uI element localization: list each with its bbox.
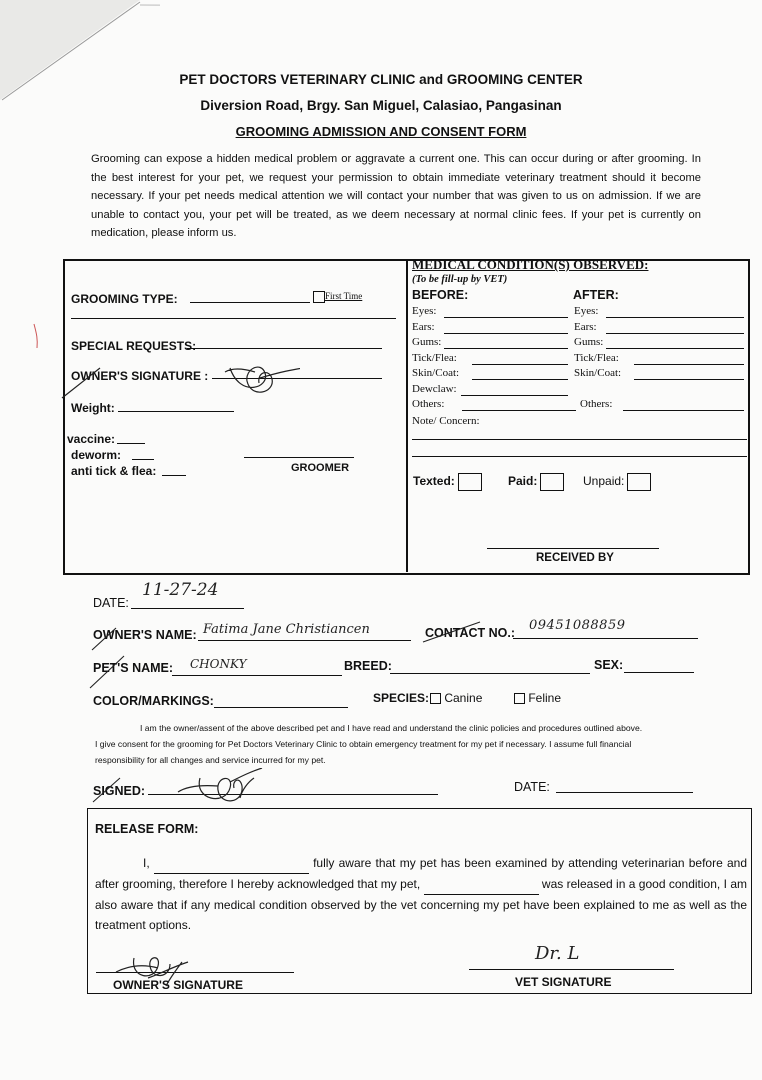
- consent-date-label: DATE:: [514, 780, 550, 794]
- groomer-line: [244, 457, 354, 458]
- before-item-label-3: Tick/Flea:: [412, 351, 457, 364]
- vaccine-label: vaccine:: [67, 432, 116, 446]
- vaccine-field[interactable]: [117, 431, 145, 444]
- after-item-field-4[interactable]: [634, 379, 744, 380]
- before-item-label-5: Dewclaw:: [412, 382, 457, 395]
- clinic-name: PET DOCTORS VETERINARY CLINIC and GROOMING CENTER: [179, 72, 583, 87]
- after-label: AFTER:: [573, 288, 619, 302]
- vet-sign-line[interactable]: [469, 969, 674, 970]
- before-item-label-0: Eyes:: [412, 305, 437, 317]
- after-item-field-0[interactable]: [606, 317, 744, 318]
- owner-name-value: Fatima Jane Christiancen: [203, 622, 370, 637]
- weight-field[interactable]: [118, 399, 234, 412]
- note-line-1[interactable]: [412, 439, 747, 440]
- release-owner-signature-label: OWNER'S SIGNATURE: [113, 978, 243, 992]
- vet-handwriting: Dr. L: [535, 943, 580, 964]
- date-value: 11-27-24: [142, 580, 219, 600]
- folded-corner: [0, 0, 160, 110]
- contact-value: 09451088859: [529, 618, 626, 633]
- unpaid-label: Unpaid:: [583, 474, 625, 489]
- before-item-label-4: Skin/Coat:: [412, 367, 460, 379]
- after-item-field-3[interactable]: [634, 364, 744, 365]
- after-item-label-5: Others:: [580, 398, 613, 410]
- deworm-field[interactable]: [132, 447, 154, 460]
- after-item-label-1: Ears:: [574, 320, 597, 333]
- release-i: I,: [143, 856, 150, 870]
- texted-checkbox[interactable]: [458, 473, 482, 491]
- before-item-field-3[interactable]: [472, 364, 568, 365]
- grooming-type-line: [71, 318, 396, 319]
- received-by-line[interactable]: [487, 548, 659, 549]
- before-item-label-2: Gums:: [412, 336, 442, 348]
- release-paragraph: [95, 853, 747, 935]
- paid-label: Paid:: [508, 474, 538, 489]
- date-label: DATE:: [93, 596, 129, 610]
- special-requests-label: SPECIAL REQUESTS:: [71, 339, 197, 353]
- texted-label: Texted:: [413, 474, 455, 489]
- before-item-field-2[interactable]: [444, 348, 568, 349]
- before-item-field-1[interactable]: [444, 333, 568, 334]
- feline-checkbox[interactable]: [514, 693, 525, 704]
- canine-option[interactable]: [430, 691, 482, 705]
- contact-label: CONTACT NO.:: [425, 626, 516, 640]
- paid-option[interactable]: [508, 473, 564, 491]
- after-item-field-1[interactable]: [606, 333, 744, 334]
- consent-line-1: I am the owner/assent of the above described pet and I have read and understand the clinic policies and procedures outlined above.: [140, 723, 643, 733]
- after-item-label-3: Tick/Flea:: [574, 351, 619, 364]
- before-item-field-0[interactable]: [444, 317, 568, 318]
- unpaid-checkbox[interactable]: [627, 473, 651, 491]
- medical-title: MEDICAL CONDITION(S) OBSERVED:: [412, 257, 649, 272]
- form-title: GROOMING ADMISSION AND CONSENT FORM: [235, 124, 527, 139]
- release-owner-signature-scribble: [108, 950, 208, 990]
- pet-name-value: CHONKY: [190, 657, 247, 671]
- intro-paragraph: Grooming can expose a hidden medical problem or aggravate a current one. This can occur during or after grooming. In the best interest for your pet, we request your permission to obtain immediate veterinary treatment should it become necessary. If your pet needs medical attention we will contact your number that was given to us on admission. If we are unable to contact you, your pet will be treated, as we deem necessary at normal clinic fees. If your pet is currently on medication, please inform us.: [91, 153, 701, 239]
- medical-subtitle: (To be fill-up by VET): [412, 274, 508, 285]
- feline-option[interactable]: [514, 691, 561, 705]
- anti-tick-label: anti tick & flea:: [71, 464, 157, 478]
- release-owner-blank[interactable]: [154, 853, 309, 874]
- paid-checkbox[interactable]: [540, 473, 564, 491]
- sex-label: SEX:: [594, 658, 624, 672]
- special-requests-field[interactable]: [187, 336, 382, 349]
- consent-date-field[interactable]: [556, 778, 693, 793]
- note-label: Note/ Concern:: [412, 415, 480, 427]
- release-pet-blank[interactable]: [424, 874, 539, 895]
- first-time-checkbox[interactable]: [313, 291, 325, 303]
- canine-checkbox[interactable]: [430, 693, 441, 704]
- color-field[interactable]: [214, 691, 348, 708]
- deworm-label: deworm:: [71, 448, 122, 462]
- pet-name-strike: [88, 652, 128, 692]
- margin-mark: [30, 322, 42, 352]
- before-item-field-4[interactable]: [472, 379, 568, 380]
- consent-line-2: I give consent for the grooming for Pet Doctors Veterinary Clinic to obtain emergency treatment for my pet if necessary. I assume full financial: [95, 739, 632, 749]
- release-text-1: fully aware that my pet has been examined by attending veterinarian before and after grooming, therefore I hereby acknowledged that my pet,: [95, 856, 747, 891]
- canine-label: Canine: [444, 691, 483, 705]
- note-line-2[interactable]: [412, 456, 747, 457]
- texted-option[interactable]: [413, 473, 482, 491]
- after-item-label-2: Gums:: [574, 336, 604, 348]
- received-by-label: RECEIVED BY: [536, 552, 614, 564]
- release-text-2: was released in a good condition, I am also aware that if any medical condition observed by the vet concerning my pet have been explained to me as well as the treatment options.: [95, 877, 747, 932]
- before-item-label-1: Ears:: [412, 320, 435, 333]
- after-item-label-0: Eyes:: [574, 305, 599, 317]
- breed-label: BREED:: [344, 659, 392, 673]
- box-divider: [406, 259, 408, 572]
- vet-signature-label: VET SIGNATURE: [515, 975, 612, 989]
- before-label: BEFORE:: [412, 288, 469, 302]
- before-item-field-5[interactable]: [461, 395, 568, 396]
- breed-field[interactable]: [390, 657, 590, 674]
- pet-name-label: PET'S NAME:: [93, 661, 174, 675]
- sex-field[interactable]: [624, 656, 694, 673]
- signed-label: SIGNED:: [93, 784, 146, 798]
- grooming-type-field[interactable]: [190, 290, 310, 303]
- after-item-field-5[interactable]: [623, 410, 744, 411]
- release-title: RELEASE FORM:: [95, 822, 199, 836]
- owner-name-strike: [90, 624, 120, 654]
- color-label: COLOR/MARKINGS:: [93, 694, 214, 708]
- anti-tick-field[interactable]: [162, 463, 186, 476]
- species-label: SPECIES:: [373, 691, 430, 705]
- owner-name-label: OWNER'S NAME:: [93, 628, 197, 642]
- after-item-label-4: Skin/Coat:: [574, 367, 622, 379]
- groomer-label: GROOMER: [291, 462, 350, 474]
- feline-label: Feline: [528, 691, 562, 705]
- weight-label: Weight:: [71, 401, 115, 415]
- clinic-address: Diversion Road, Brgy. San Miguel, Calasiao, Pangasinan: [200, 98, 562, 113]
- before-item-label-6: Others:: [412, 398, 445, 410]
- contact-strike: [420, 616, 490, 646]
- grooming-type-label: GROOMING TYPE:: [71, 292, 178, 306]
- after-item-field-2[interactable]: [606, 348, 744, 349]
- before-item-field-6[interactable]: [462, 410, 576, 411]
- first-time-option[interactable]: [313, 291, 362, 303]
- unpaid-option[interactable]: [583, 473, 651, 491]
- consent-line-3: responsibility for all changes and service incurred for my pet.: [95, 755, 326, 765]
- first-time-label: First Time: [325, 291, 363, 302]
- owner-signature-label: OWNER'S SIGNATURE :: [71, 369, 209, 383]
